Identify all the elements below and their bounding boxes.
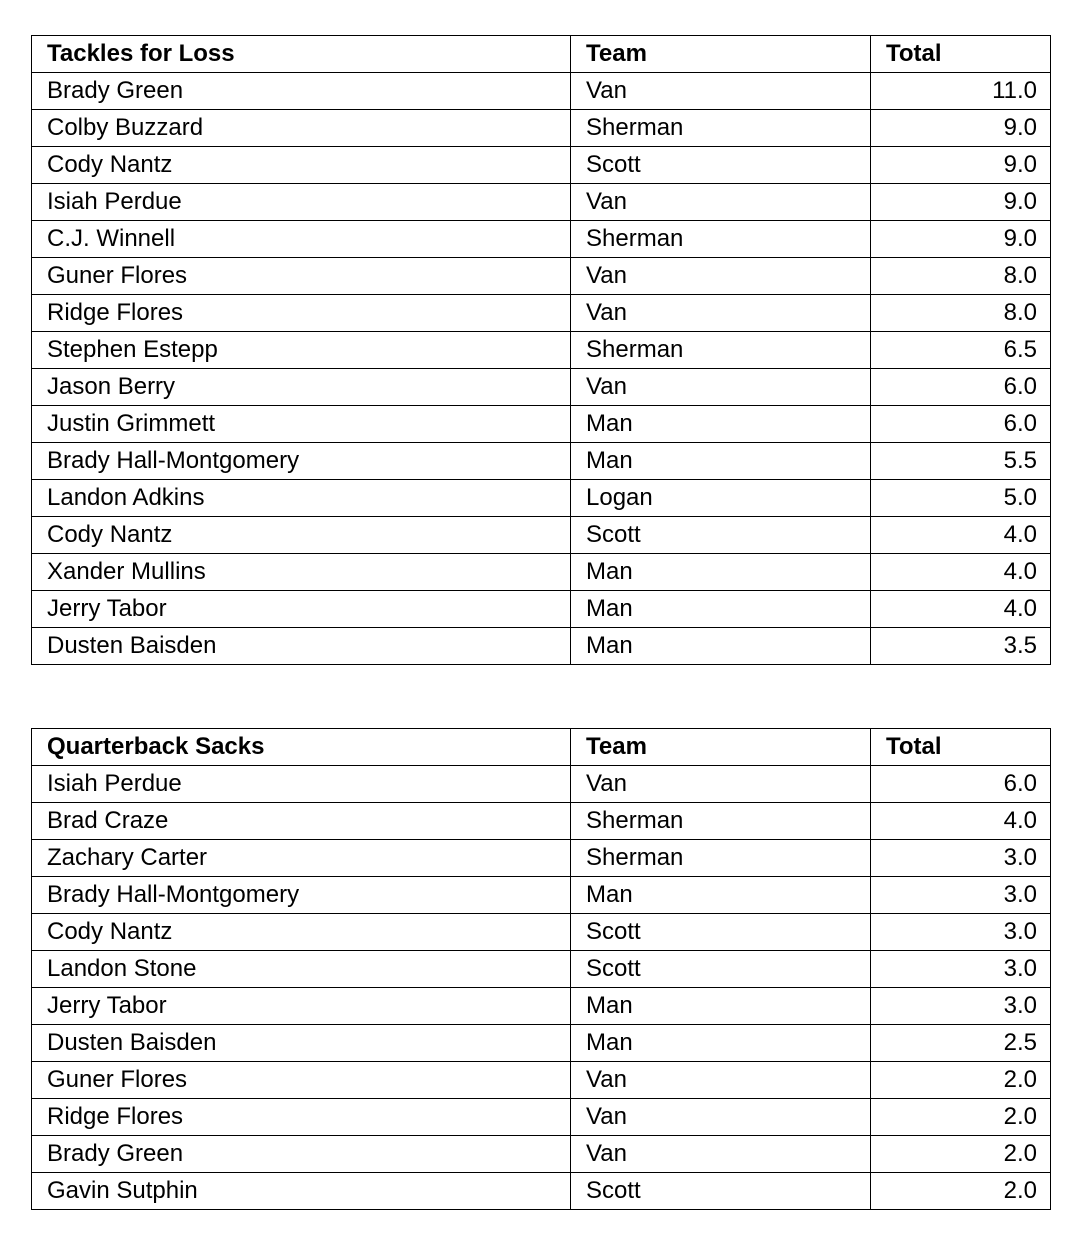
total-cell: 4.0 (871, 803, 1051, 840)
player-name-cell: Cody Nantz (32, 517, 571, 554)
tackles-for-loss-table (31, 35, 1051, 665)
table-row (32, 221, 1051, 258)
table-header-row (32, 729, 1051, 766)
player-name-cell: Jerry Tabor (32, 591, 571, 628)
table-row (32, 73, 1051, 110)
player-name-cell: Brady Hall-Montgomery (32, 443, 571, 480)
column-header-total: Total (871, 729, 1051, 766)
table-row (32, 1173, 1051, 1210)
total-cell: 8.0 (871, 295, 1051, 332)
player-name-cell: Isiah Perdue (32, 766, 571, 803)
total-cell: 4.0 (871, 591, 1051, 628)
table-row (32, 951, 1051, 988)
total-cell: 3.0 (871, 988, 1051, 1025)
team-cell: Van (571, 1062, 871, 1099)
player-name-cell: Jason Berry (32, 369, 571, 406)
total-cell: 2.0 (871, 1136, 1051, 1173)
total-cell: 6.5 (871, 332, 1051, 369)
team-cell: Sherman (571, 803, 871, 840)
table-row (32, 110, 1051, 147)
total-cell: 4.0 (871, 517, 1051, 554)
player-name-cell: Cody Nantz (32, 914, 571, 951)
player-name-cell: Jerry Tabor (32, 988, 571, 1025)
table-row (32, 147, 1051, 184)
table-row (32, 517, 1051, 554)
table-header-row (32, 36, 1051, 73)
player-name-cell: Xander Mullins (32, 554, 571, 591)
team-cell: Sherman (571, 332, 871, 369)
table-row (32, 1136, 1051, 1173)
player-name-cell: Cody Nantz (32, 147, 571, 184)
total-cell: 8.0 (871, 258, 1051, 295)
total-cell: 3.0 (871, 914, 1051, 951)
column-header-stat: Quarterback Sacks (32, 729, 571, 766)
player-name-cell: Zachary Carter (32, 840, 571, 877)
column-header-team: Team (571, 729, 871, 766)
player-name-cell: Stephen Estepp (32, 332, 571, 369)
table-row (32, 554, 1051, 591)
team-cell: Van (571, 1136, 871, 1173)
table-row (32, 840, 1051, 877)
team-cell: Man (571, 443, 871, 480)
player-name-cell: Brad Craze (32, 803, 571, 840)
team-cell: Van (571, 1099, 871, 1136)
total-cell: 9.0 (871, 221, 1051, 258)
total-cell: 2.0 (871, 1099, 1051, 1136)
player-name-cell: Justin Grimmett (32, 406, 571, 443)
player-name-cell: Brady Green (32, 73, 571, 110)
table-row (32, 803, 1051, 840)
total-cell: 9.0 (871, 184, 1051, 221)
total-cell: 6.0 (871, 766, 1051, 803)
table-row (32, 766, 1051, 803)
player-name-cell: Colby Buzzard (32, 110, 571, 147)
player-name-cell: Gavin Sutphin (32, 1173, 571, 1210)
column-header-stat: Tackles for Loss (32, 36, 571, 73)
player-name-cell: Brady Green (32, 1136, 571, 1173)
team-cell: Van (571, 184, 871, 221)
team-cell: Man (571, 1025, 871, 1062)
total-cell: 5.5 (871, 443, 1051, 480)
total-cell: 6.0 (871, 406, 1051, 443)
table-row (32, 406, 1051, 443)
player-name-cell: Landon Stone (32, 951, 571, 988)
total-cell: 2.5 (871, 1025, 1051, 1062)
total-cell: 3.0 (871, 877, 1051, 914)
player-name-cell: C.J. Winnell (32, 221, 571, 258)
column-header-total: Total (871, 36, 1051, 73)
table-row (32, 591, 1051, 628)
team-cell: Scott (571, 1173, 871, 1210)
team-cell: Van (571, 766, 871, 803)
team-cell: Van (571, 295, 871, 332)
table-row (32, 877, 1051, 914)
total-cell: 11.0 (871, 73, 1051, 110)
player-name-cell: Brady Hall-Montgomery (32, 877, 571, 914)
total-cell: 5.0 (871, 480, 1051, 517)
team-cell: Man (571, 988, 871, 1025)
player-name-cell: Guner Flores (32, 258, 571, 295)
player-name-cell: Guner Flores (32, 1062, 571, 1099)
player-name-cell: Dusten Baisden (32, 1025, 571, 1062)
team-cell: Sherman (571, 221, 871, 258)
total-cell: 3.0 (871, 840, 1051, 877)
player-name-cell: Ridge Flores (32, 295, 571, 332)
player-name-cell: Dusten Baisden (32, 628, 571, 665)
team-cell: Man (571, 628, 871, 665)
team-cell: Scott (571, 147, 871, 184)
team-cell: Van (571, 258, 871, 295)
team-cell: Sherman (571, 110, 871, 147)
table-row (32, 295, 1051, 332)
total-cell: 2.0 (871, 1173, 1051, 1210)
table-row (32, 1062, 1051, 1099)
table-row (32, 1025, 1051, 1062)
total-cell: 3.5 (871, 628, 1051, 665)
player-name-cell: Ridge Flores (32, 1099, 571, 1136)
total-cell: 9.0 (871, 110, 1051, 147)
player-name-cell: Landon Adkins (32, 480, 571, 517)
table-row (32, 628, 1051, 665)
table-row (32, 914, 1051, 951)
column-header-team: Team (571, 36, 871, 73)
team-cell: Man (571, 554, 871, 591)
total-cell: 3.0 (871, 951, 1051, 988)
total-cell: 6.0 (871, 369, 1051, 406)
team-cell: Van (571, 369, 871, 406)
team-cell: Man (571, 591, 871, 628)
quarterback-sacks-table (31, 728, 1051, 1210)
table-row (32, 184, 1051, 221)
table-row (32, 443, 1051, 480)
team-cell: Scott (571, 914, 871, 951)
table-row (32, 369, 1051, 406)
table-row (32, 480, 1051, 517)
team-cell: Man (571, 406, 871, 443)
team-cell: Van (571, 73, 871, 110)
team-cell: Sherman (571, 840, 871, 877)
total-cell: 9.0 (871, 147, 1051, 184)
table-row (32, 988, 1051, 1025)
table-row (32, 1099, 1051, 1136)
team-cell: Scott (571, 517, 871, 554)
team-cell: Man (571, 877, 871, 914)
total-cell: 2.0 (871, 1062, 1051, 1099)
player-name-cell: Isiah Perdue (32, 184, 571, 221)
team-cell: Scott (571, 951, 871, 988)
team-cell: Logan (571, 480, 871, 517)
table-row (32, 258, 1051, 295)
total-cell: 4.0 (871, 554, 1051, 591)
table-row (32, 332, 1051, 369)
